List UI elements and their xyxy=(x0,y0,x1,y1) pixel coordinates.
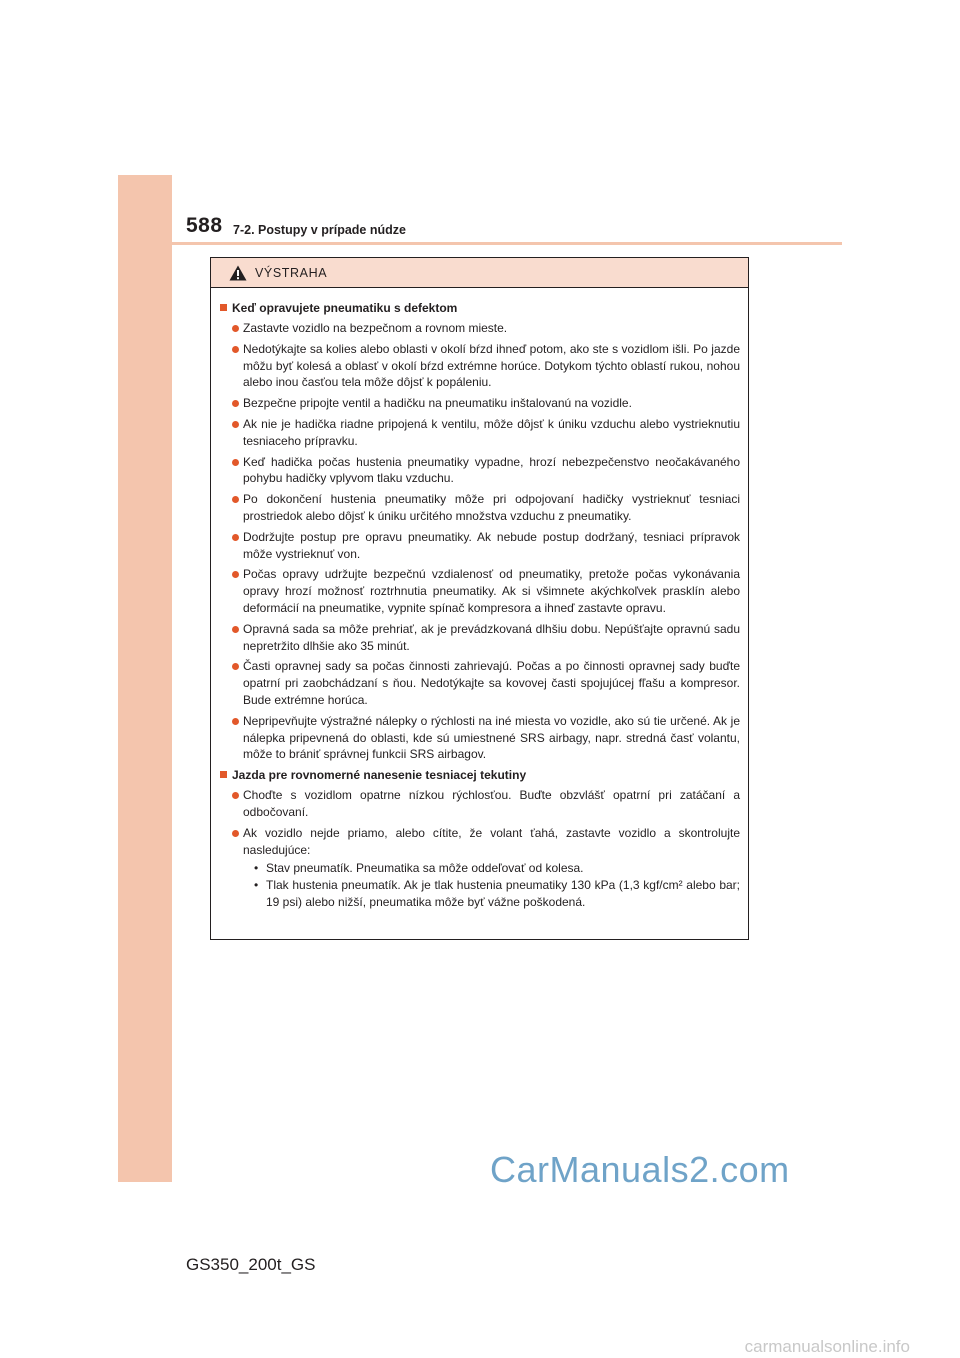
bullet-dot-icon xyxy=(232,830,239,837)
list-item: Časti opravnej sady sa počas činnosti zahrievajú. Počas a po činnosti opravnej sady buďte opatrní pri zaobchádzaní s ňou. Nedotýkajte sa kovovej časti spojujúcej fľašu a kompresor. Bude extrémne horúca. xyxy=(219,658,740,708)
square-bullet-icon xyxy=(220,771,227,778)
list-item: Dodržujte postup pre opravu pneumatiky. Ak nebude postup dodržaný, tesniaci prípravok môže vystrieknuť von. xyxy=(219,529,740,563)
list-item: Ak nie je hadička riadne pripojená k ventilu, môže dôjsť k úniku vzduchu alebo vystrieknutiu tesniaceho prípravku. xyxy=(219,416,740,450)
list-item: Bezpečne pripojte ventil a hadičku na pneumatiku inštalovanú na vozidle. xyxy=(219,395,740,412)
warning-body xyxy=(211,288,748,911)
footer-model-code: GS350_200t_GS xyxy=(186,1255,316,1274)
bullet-dot-icon xyxy=(232,718,239,725)
bullet-dot-icon xyxy=(232,325,239,332)
warning-title: VÝSTRAHA xyxy=(255,265,328,280)
warning-box xyxy=(210,257,749,940)
bullet-dot-icon xyxy=(232,792,239,799)
sub-list xyxy=(219,860,740,910)
bullet-dot-icon xyxy=(232,459,239,466)
sub-list-item: • Stav pneumatík. Pneumatika sa môže oddeľovať od kolesa. xyxy=(254,861,584,876)
list-item: Po dokončení hustenia pneumatiky môže pri odpojovaní hadičky vystrieknuť tesniaci prostriedok alebo dôjsť k úniku určitého množstva vzduchu z pneumatiky. xyxy=(219,491,740,525)
list-item: Zastavte vozidlo na bezpečnom a rovnom mieste. xyxy=(219,320,740,337)
section-heading xyxy=(219,300,740,316)
bullet-dot-icon xyxy=(232,571,239,578)
bottom-banner: carmanualsonline.info xyxy=(744,1337,910,1356)
heading-text: Jazda pre rovnomerné nanesenie tesniacej tekutiny xyxy=(232,768,527,783)
list-item: Počas opravy udržujte bezpečnú vzdialenosť od pneumatiky, pretože počas vykonávania opravy hrozí možnosť roztrhnutia pneumatiky. Ak si všimnete akýchkoľvek prasklín alebo deformácií na pneumatike, vypnite spínač kompresora a ihneď zastavte opravu. xyxy=(219,566,740,616)
section-title: 7-2. Postupy v prípade núdze xyxy=(233,223,406,237)
bullet-dot-icon xyxy=(232,400,239,407)
heading-text: Keď opravujete pneumatiku s defektom xyxy=(232,301,458,315)
list-item: Nepripevňujte výstražné nálepky o rýchlosti na iné miesta vo vozidle, ako sú tie určené. Ak je nálepka pripevnená do oblasti, kde sú umiestnené SRS airbagy, napr. stredná časť volantu, môže to brániť správnej funkcii SRS airbagov. xyxy=(219,713,740,763)
header-divider xyxy=(172,242,842,245)
list-item: Ak vozidlo nejde priamo, alebo cítite, že volant ťahá, zastavte vozidlo a skontrolujte nasledujúce: xyxy=(219,825,740,859)
bullet-dot-icon xyxy=(232,346,239,353)
warning-triangle-icon xyxy=(229,265,247,281)
section-heading xyxy=(219,767,740,783)
bullet-dot-icon xyxy=(232,626,239,633)
watermark-logo: CarManuals2.com xyxy=(490,1149,790,1190)
bullet-dot-icon xyxy=(232,496,239,503)
list-item: Keď hadička počas hustenia pneumatiky vypadne, hrozí nebezpečenstvo neočakávaného pohybu hadičky vplyvom tlaku vzduchu. xyxy=(219,454,740,488)
page-number: 588 xyxy=(186,214,223,237)
bullet-dot-icon xyxy=(232,534,239,541)
bullet-dot-icon xyxy=(232,663,239,670)
bullet-dot-icon xyxy=(232,421,239,428)
list-item: Choďte s vozidlom opatrne nízkou rýchlosťou. Buďte obzvlášť opatrní pri zatáčaní a odbočovaní. xyxy=(219,787,740,821)
warning-header xyxy=(211,258,748,288)
list-item: Opravná sada sa môže prehriať, ak je prevádzkovaná dlhšiu dobu. Nepúšťajte opravnú sadu nepretržito dlhšie ako 35 minút. xyxy=(219,621,740,655)
sub-list-item: • Tlak hustenia pneumatík. Ak je tlak hustenia pneumatiky 130 kPa (1,3 kgf/cm² alebo bar; 19 psi) alebo nižší, pneumatika môže byť vážne poškodená. xyxy=(254,878,740,909)
list-item: Nedotýkajte sa kolies alebo oblasti v okolí bŕzd ihneď potom, ako ste s vozidlom išli. Po jazde môžu byť kolesá a oblasť v okolí bŕzd extrémne horúce. Dotykom týchto oblastí rukou, nohou alebo inou časťou tela môže dôjsť k popáleniu. xyxy=(219,341,740,391)
side-tab-band xyxy=(118,175,172,1182)
square-bullet-icon xyxy=(220,304,227,311)
